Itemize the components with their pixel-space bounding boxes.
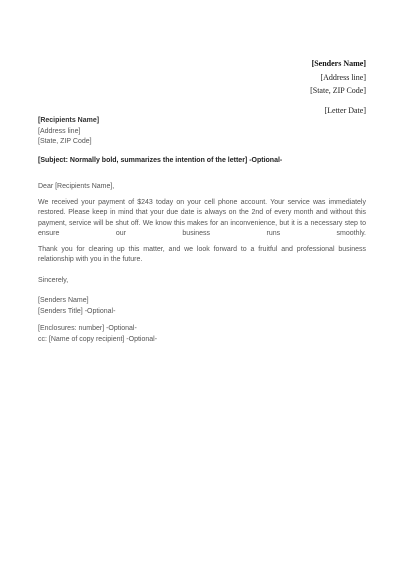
subject-line: [Subject: Normally bold, summarizes the intention of the letter] -Optional-	[38, 156, 283, 164]
signature-block	[38, 296, 366, 317]
recipient-address-line: [Address line]	[38, 127, 81, 135]
sender-name: [Senders Name]	[311, 59, 366, 68]
enclosures-block	[38, 324, 366, 345]
sender-state-zip: [State, ZIP Code]	[310, 86, 366, 95]
paragraph-1: We received your payment of $243 today on your cell phone account. Your service was immediately restored. Please keep in mind that your due date is always on the 2nd of every month and without this payment, service will be shut off. We know this makes for an inconvenience, but it is a necessary step to ensure our business runs smoothly.	[38, 198, 366, 237]
signature-title: [Senders Title] -Optional-	[38, 307, 116, 315]
recipient-address-block	[38, 116, 366, 148]
signature-name: [Senders Name]	[38, 297, 89, 304]
recipient-name: [Recipients Name]	[38, 117, 100, 124]
closing: Sincerely,	[38, 276, 69, 284]
salutation: Dear [Recipients Name],	[38, 183, 115, 190]
letter-date: [Letter Date]	[324, 105, 366, 115]
cc-line: cc: [Name of copy recipient] -Optional-	[38, 335, 158, 343]
recipient-state-zip: [State, ZIP Code]	[38, 138, 92, 145]
enclosures-line: [Enclosures: number] -Optional-	[38, 325, 137, 332]
paragraph-2: Thank you for clearing up this matter, and we look forward to a fruitful and professional business relationship with you in the future.	[38, 245, 366, 263]
letter-body	[38, 116, 366, 345]
sender-address-line: [Address line]	[320, 72, 366, 82]
sender-address-block	[310, 57, 366, 117]
